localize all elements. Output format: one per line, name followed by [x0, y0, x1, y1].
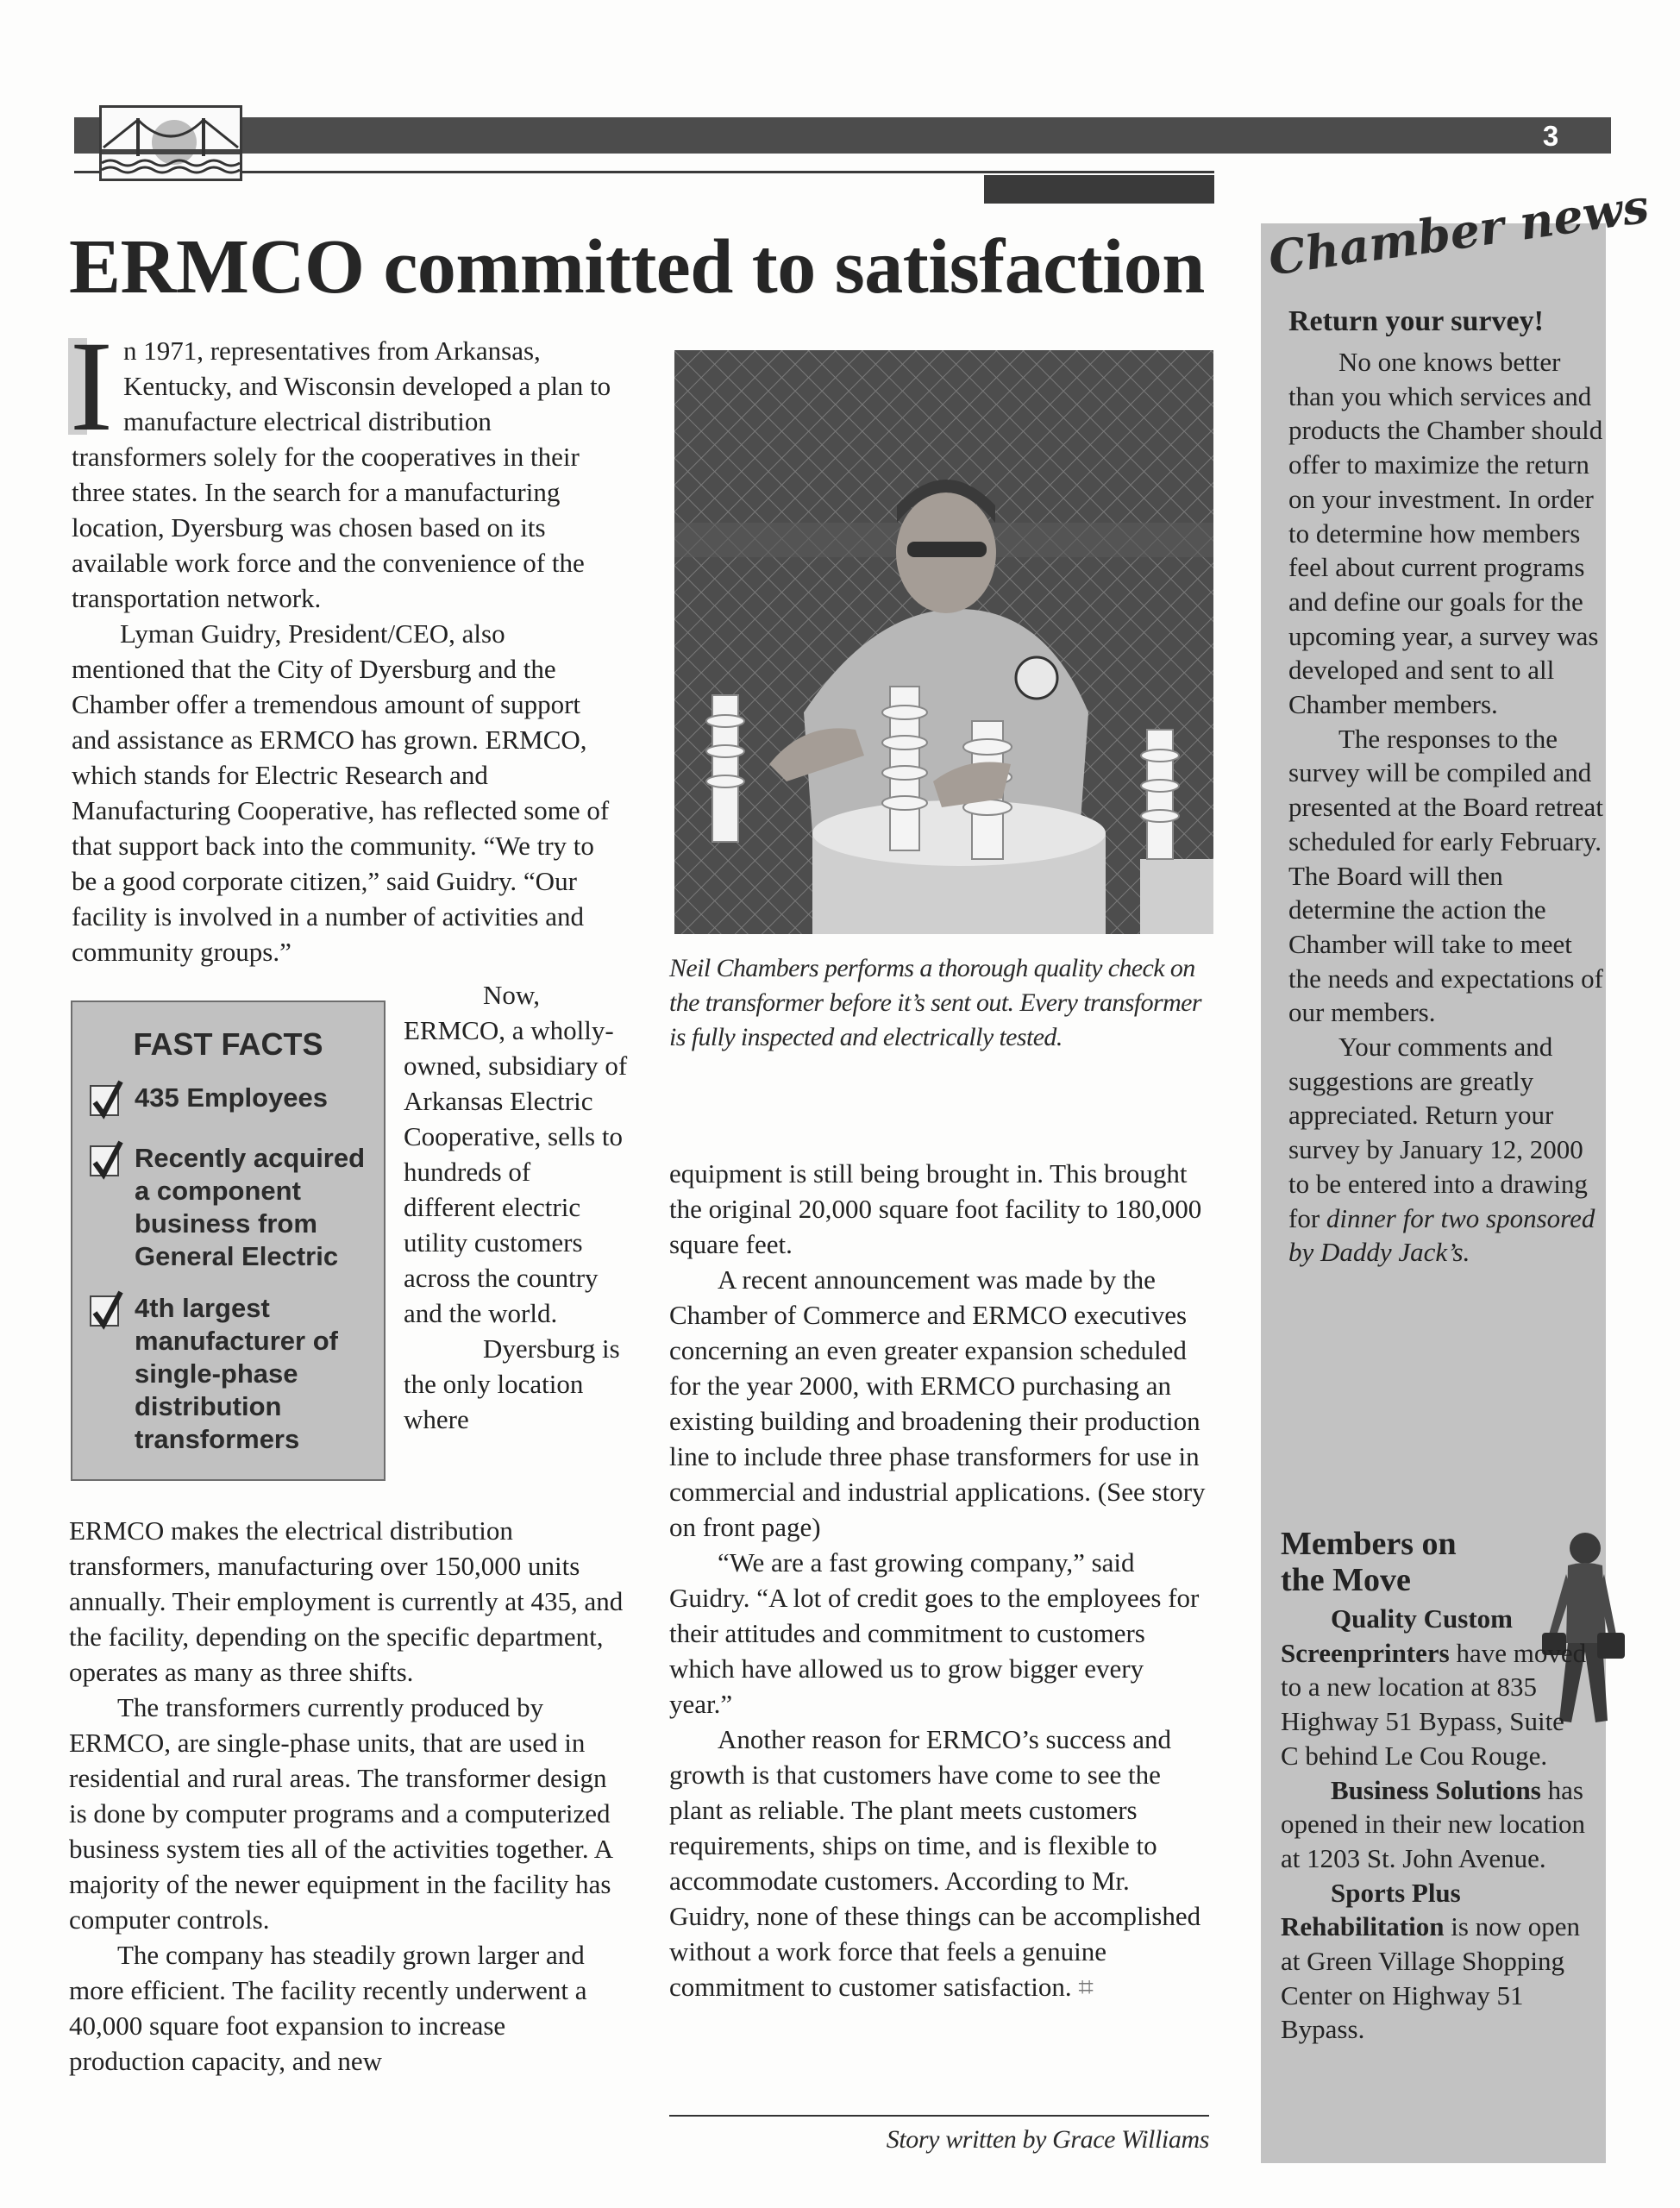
section-bar	[984, 175, 1214, 204]
header-rule	[74, 171, 1214, 173]
checkmark-icon	[90, 1145, 119, 1176]
survey-heading: Return your survey!	[1288, 305, 1544, 337]
story-credit: Story written by Grace Williams	[886, 2125, 1209, 2154]
article-paragraph-8: “We are a fast growing company,” said Guidry. “A lot of credit goes to the employees for their attitudes and commitment to customers which have allowed us to grow bigger every year.”	[669, 1547, 1200, 1719]
article-paragraph-4-rest: ERMCO makes the electrical distribution transformers, manufacturing over 150,000 units annually. Their employment is currently at 435, and the facility, depending on the specific department, operates as many as three shifts.	[69, 1515, 624, 1687]
article-headline: ERMCO committed to satisfaction	[69, 224, 1205, 310]
article-paragraph-3: Now, ERMCO, a wholly-owned, subsidiary of Arkansas Electric Cooperative, sells to hundreds of different electric utility customers across the country and the world.	[404, 980, 628, 1328]
worker-photo	[674, 350, 1213, 934]
article-paragraph-1: I n 1971, representatives from Arkansas, Kentucky, and Wisconsin developed a plan to manufacture electrical distribution transformers solely for the cooperatives in their three states. In the search for a manufacturing location, Dyersburg was chosen based on its available work force and the convenience of the transportation network.	[70, 315, 611, 613]
fast-fact-item: 4th largest manufacturer of single-phase distribution transformers	[90, 1292, 383, 1456]
survey-paragraph-2: The responses to the survey will be compiled and presented at the Board retreat scheduled for early February. The Board will then determine the action the Chamber will take to meet the needs and expectations of our members.	[1288, 723, 1603, 1028]
header-bar	[74, 117, 1611, 154]
article-column-1-right	[404, 977, 628, 1437]
article-column-1-bottom	[69, 1513, 628, 2079]
article-paragraph-6: The company has steadily grown larger and more efficient. The facility recently underwent a 40,000 square foot expansion to increase production capacity, and new	[69, 1940, 587, 2076]
member-entry: Quality Custom Screenprinters have moved to a new location at 835 Highway 51 Bypass, Suite C behind Le Cou Rouge.	[1281, 1603, 1587, 1771]
article-paragraph-5: The transformers currently produced by ERMCO, are single-phase units, that are used in residential and rural areas. The transformer design is done by computer programs and a computerized business system ties all of the activities together. A majority of the newer equipment in the facility has computer controls.	[69, 1692, 612, 1935]
fast-facts-box	[71, 1000, 386, 1481]
survey-text	[1288, 345, 1603, 1270]
credit-rule	[669, 2115, 1209, 2117]
member-entry: Sports Plus Rehabilitation is now open at Green Village Shopping Center on Highway 51 Bypass.	[1281, 1877, 1581, 2045]
article-column-2	[669, 1156, 1213, 2005]
article-column-1-top	[70, 315, 624, 969]
article-paragraph-2: Lyman Guidry, President/CEO, also mentioned that the City of Dyersburg and the Chamber offer a tremendous amount of support and assistance as ERMCO has grown. ERMCO, which stands for Electric Research and Manufacturing Cooperative, has reflected some of that support back into the community. “We try to be a good corporate citizen,” said Guidry. “Our facility is involved in a number of activities and community groups.”	[72, 618, 610, 967]
members-move-text	[1281, 1602, 1587, 2047]
survey-paragraph-1: No one knows better than you which services and products the Chamber should offer to maximize the return on your investment. In order to determine how members feel about current programs and define our goals for the upcoming year, a survey was developed and sent to all Chamber members.	[1288, 347, 1603, 720]
drop-cap: I	[70, 315, 113, 458]
fast-facts-title: FAST FACTS	[133, 1026, 323, 1062]
svg-text:Chamber news: Chamber news	[1264, 178, 1652, 286]
sidebar-title	[1263, 178, 1652, 286]
article-paragraph-4-start: Dyersburg is the only location where	[404, 1333, 620, 1434]
end-mark-icon: ⌗	[1078, 1972, 1094, 2003]
checkmark-icon	[90, 1085, 119, 1116]
article-paragraph-9: Another reason for ERMCO’s success and growth is that customers have come to see the plant as reliable. The plant meets customers requirements, ships on time, and is flexible to accommodate customers. According to Mr. Guidry, none of these things can be accomplished without a work force that feels a genuine commitment to customer satisfaction. ⌗	[669, 1724, 1201, 2003]
checkmark-icon	[90, 1295, 119, 1327]
article-paragraph-7: A recent announcement was made by the Chamber of Commerce and ERMCO executives concerning an even greater expansion scheduled for the year 2000, with ERMCO purchasing an existing building and broadening their production line to include three phase transformers for use in commercial and industrial applications. (See story on front page)	[669, 1264, 1206, 1542]
fast-fact-item: 435 Employees	[90, 1082, 383, 1116]
photo-caption: Neil Chambers performs a thorough quality check on the transformer before it’s sent out. Every transformer is fully inspected and electrically tested.	[669, 954, 1201, 1051]
page-number: 3	[1542, 120, 1559, 152]
bridge-logo-icon	[99, 105, 242, 181]
fast-fact-item: Recently acquired a component business from General Electric	[90, 1142, 383, 1273]
survey-paragraph-3: Your comments and suggestions are greatly appreciated. Return your survey by January 12, 2000 to be entered into a drawing for dinner for two sponsored by Daddy Jack’s.	[1288, 1032, 1595, 1268]
members-move-heading: Members on the Move	[1281, 1526, 1457, 1598]
member-entry: Business Solutions has opened in their new location at 1203 St. John Avenue.	[1281, 1774, 1585, 1873]
article-paragraph-6-cont: equipment is still being brought in. This brought the original 20,000 square foot facility to 180,000 square feet.	[669, 1158, 1202, 1259]
